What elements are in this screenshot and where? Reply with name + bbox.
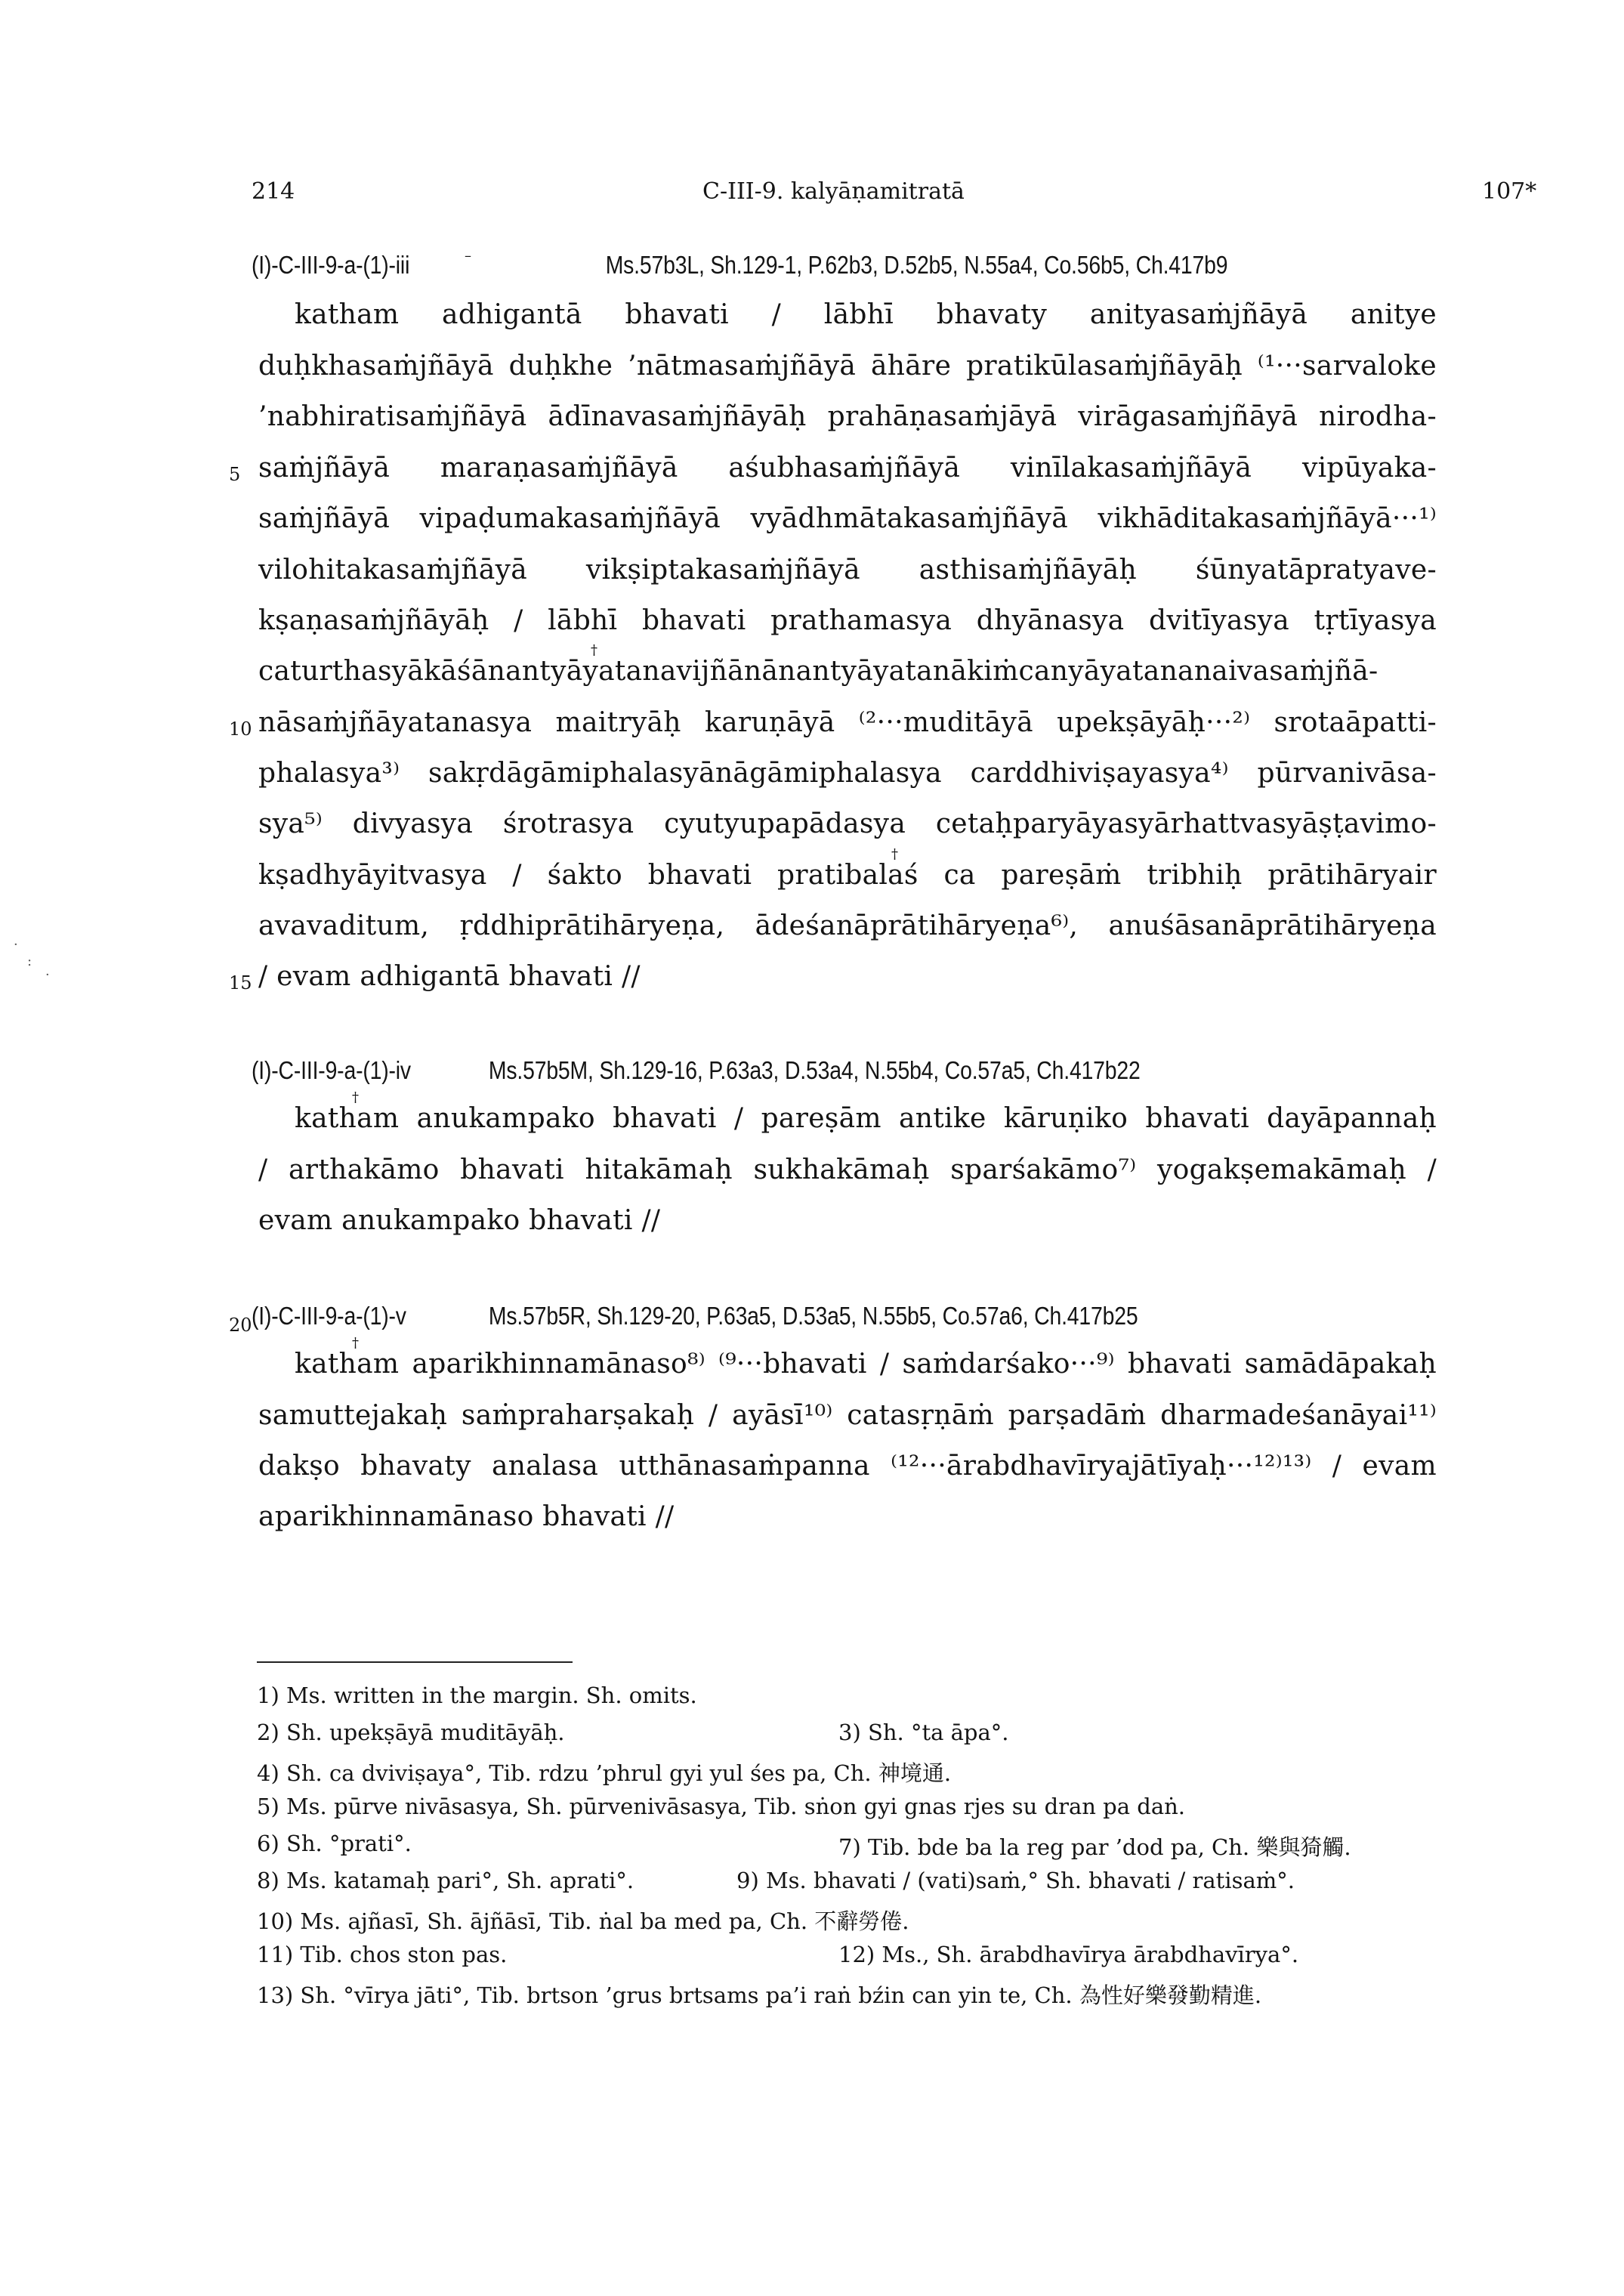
- scan-speck: ·: [45, 967, 50, 983]
- footnote: 8) Ms. katamaḥ pari°, Sh. aprati°.: [257, 1868, 634, 1893]
- section-id: (I)-C-III-9-a-(1)-iv: [252, 1056, 411, 1084]
- dagger-mark: †: [352, 1089, 359, 1105]
- footnote: 13) Sh. °vīrya jāti°, Tib. brtson ’grus brtsams pa’i raṅ bźin can yin te, Ch. 為性好樂發勤精進.: [257, 1982, 1262, 2008]
- text-line: / arthakāmo bhavati hitakāmaḥ sukhakāmaḥ sparśakāmo⁷⁾ yogakṣemakāmaḥ /: [258, 1154, 1437, 1185]
- text-line: caturthasyākāśānantyāyatanavijñānānantyāyatanākiṁcanyāyatananaivasaṁjñā-: [258, 656, 1379, 687]
- footnote: 3) Sh. °ta āpa°.: [838, 1720, 1009, 1745]
- footnote: 2) Sh. upekṣāyā muditāyāḥ.: [257, 1720, 565, 1745]
- section-reference: [252, 251, 1228, 280]
- footnote: 6) Sh. °prati°.: [257, 1831, 412, 1856]
- footnote: 4) Sh. ca dviviṣaya°, Tib. rdzu ’phrul gyi yul śes pa, Ch. 神境通.: [257, 1760, 952, 1786]
- text-line: sya⁵⁾ divyasya śrotrasya cyutyupapādasya cetaḥparyāyasyārhattvasyāṣṭavimo-: [258, 808, 1437, 839]
- text-line: ’nabhiratisaṁjñāyā ādīnavasaṁjñāyāḥ prahāṇasaṁjāyā virāgasaṁjñāyā nirodha-: [258, 401, 1437, 432]
- dagger-mark: †: [891, 846, 898, 862]
- line-number: 10: [229, 718, 252, 740]
- section-id: (I)-C-III-9-a-(1)-v: [252, 1302, 406, 1330]
- footnote: 11) Tib. chos ston pas.: [257, 1942, 508, 1967]
- running-title: C-III-9. kalyāṇamitratā: [702, 178, 965, 205]
- text-line: duḥkhasaṁjñāyā duḥkhe ’nātmasaṁjñāyā āhāre pratikūlasaṁjñāyāḥ ⁽¹···sarvaloke: [258, 351, 1437, 382]
- footnote-rule: [257, 1661, 573, 1663]
- section-sources: Ms.57b3L, Sh.129-1, P.62b3, D.52b5, N.55a4, Co.56b5, Ch.417b9: [605, 251, 1228, 279]
- text-line: phalasya³⁾ sakṛdāgāmiphalasyānāgāmiphalasya carddhiviṣayasya⁴⁾ pūrvanivāsa-: [258, 758, 1437, 789]
- text-line: samuttejakaḥ saṁpraharṣakaḥ / ayāsī¹⁰⁾ catasṛṇāṁ parṣadāṁ dharmadeśanāyai¹¹⁾: [258, 1400, 1437, 1431]
- section-id: (I)-C-III-9-a-(1)-iii: [252, 251, 410, 279]
- section-sources: Ms.57b5R, Sh.129-20, P.63a5, D.53a5, N.55b5, Co.57a6, Ch.417b25: [488, 1302, 1138, 1330]
- text-line: katham aparikhinnamānaso⁸⁾ ⁽⁹···bhavati / saṁdarśako···⁹⁾ bhavati samādāpakaḥ: [295, 1349, 1437, 1380]
- scan-speck: :: [27, 953, 32, 969]
- footnote: 7) Tib. bde ba la reg par ’dod pa, Ch. 樂與猗觸.: [838, 1834, 1351, 1860]
- footnote: 5) Ms. pūrve nivāsasya, Sh. pūrvenivāsasya, Tib. sṅon gyi gnas rjes su dran pa daṅ.: [257, 1794, 1186, 1819]
- page-number: 214: [252, 178, 295, 205]
- text-line: avavaditum, ṛddhiprātihāryeṇa, ādeśanāprātihāryeṇa⁶⁾, anuśāsanāprātihāryeṇa: [258, 910, 1437, 941]
- footnote: 10) Ms. ajñasī, Sh. ājñāsī, Tib. ṅal ba med pa, Ch. 不辭勞倦.: [257, 1908, 909, 1934]
- footnote: 1) Ms. written in the margin. Sh. omits.: [257, 1683, 697, 1708]
- line-number: 5: [229, 464, 241, 485]
- section-sources: Ms.57b5M, Sh.129-16, P.63a3, D.53a4, N.55b4, Co.57a5, Ch.417b22: [488, 1056, 1141, 1084]
- page-code: 107*: [1482, 178, 1537, 205]
- text-line: saṁjñāyā maraṇasaṁjñāyā aśubhasaṁjñāyā vinīlakasaṁjñāyā vipūyaka-: [258, 453, 1437, 484]
- footnote: 9) Ms. bhavati / (vati)saṁ,° Sh. bhavati / ratisaṁ°.: [736, 1868, 1295, 1893]
- dagger-mark: †: [352, 1335, 359, 1351]
- text-line: evam anukampako bhavati //: [258, 1205, 661, 1236]
- text-line: aparikhinnamānaso bhavati //: [258, 1501, 675, 1532]
- text-line: katham anukampako bhavati / pareṣām antike kāruṇiko bhavati dayāpannaḥ: [295, 1103, 1437, 1134]
- text-line: vilohitakasaṁjñāyā vikṣiptakasaṁjñāyā asthisaṁjñāyāḥ śūnyatāpratyave-: [258, 555, 1437, 586]
- dagger-mark: †: [591, 642, 597, 658]
- text-line: dakṣo bhavaty analasa utthānasaṁpanna ⁽¹²···ārabdhavīryajātīyaḥ···¹²⁾¹³⁾ / evam: [258, 1451, 1437, 1482]
- section-reference: [252, 1056, 1141, 1085]
- text-line: saṁjñāyā vipaḍumakasaṁjñāyā vyādhmātakasaṁjñāyā vikhāditakasaṁjñāyā···¹⁾: [258, 503, 1437, 534]
- section-reference: [252, 1302, 1138, 1330]
- text-line: kṣaṇasaṁjñāyāḥ / lābhī bhavati prathamasya dhyānasya dvitīyasya tṛtīyasya: [258, 605, 1437, 636]
- text-line: katham adhigantā bhavati / lābhī bhavaty anityasaṁjñāyā anitye: [295, 299, 1437, 330]
- macron-mark: –: [465, 248, 471, 264]
- line-number: 20: [229, 1315, 252, 1336]
- text-line: / evam adhigantā bhavati //: [258, 961, 641, 992]
- text-line: kṣadhyāyitvasya / śakto bhavati pratibalaś ca pareṣāṁ tribhiḥ prātihāryair: [258, 860, 1437, 891]
- line-number: 15: [229, 972, 252, 993]
- text-line: nāsaṁjñāyatanasya maitryāḥ karuṇāyā ⁽²···muditāyā upekṣāyāḥ···²⁾ srotaāpatti-: [258, 707, 1437, 738]
- scan-speck: ·: [14, 937, 18, 953]
- footnote: 12) Ms., Sh. ārabdhavīrya ārabdhavīrya°.: [838, 1942, 1299, 1967]
